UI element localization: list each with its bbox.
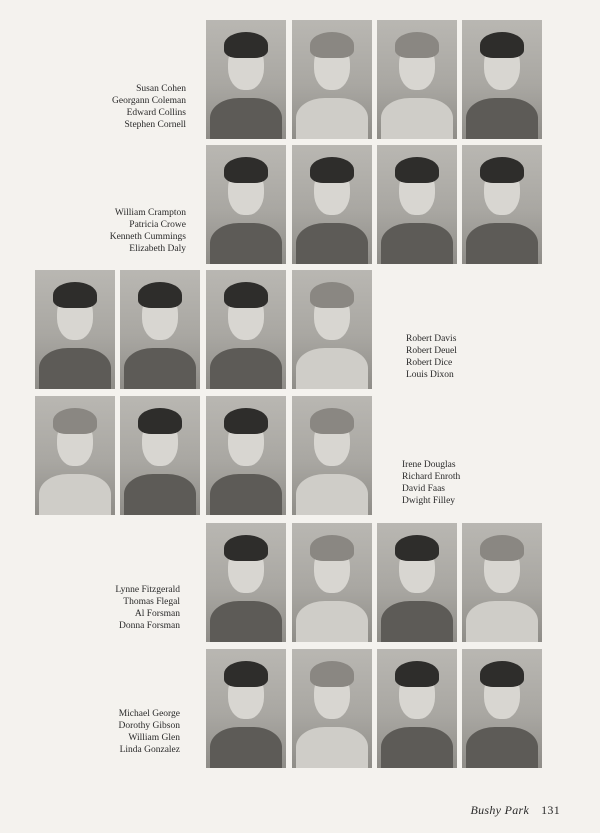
student-portrait [35, 396, 115, 515]
student-portrait [206, 270, 286, 389]
student-portrait [377, 649, 457, 768]
student-name: Michael George [118, 709, 180, 719]
student-name: Susan Cohen [136, 84, 186, 94]
name-list-row-3 [406, 333, 516, 381]
student-name: Lynne Fitzgerald [115, 585, 180, 595]
name-list-row-4 [402, 459, 512, 507]
name-list-row-5 [70, 584, 180, 632]
footer-place: Bushy Park [470, 803, 530, 817]
student-name: Louis Dixon [406, 370, 454, 380]
student-name: Georgann Coleman [112, 96, 186, 106]
student-name: Robert Deuel [406, 346, 457, 356]
student-portrait [206, 649, 286, 768]
student-name: Irene Douglas [402, 460, 456, 470]
student-name: Kenneth Cummings [109, 232, 186, 242]
student-portrait [206, 396, 286, 515]
student-portrait [292, 649, 372, 768]
student-name: Thomas Flegal [123, 597, 180, 607]
student-name: Richard Enroth [402, 472, 461, 482]
student-portrait [462, 145, 542, 264]
student-portrait [206, 523, 286, 642]
student-name: Dwight Filley [402, 496, 456, 506]
student-name: Dorothy Gibson [118, 721, 180, 731]
student-name: David Faas [402, 484, 446, 494]
student-portrait [292, 270, 372, 389]
page-number: 131 [541, 803, 560, 817]
student-name: Linda Gonzalez [119, 745, 180, 755]
student-name: Donna Forsman [119, 621, 180, 631]
student-portrait [206, 20, 286, 139]
student-portrait [35, 270, 115, 389]
student-portrait [377, 20, 457, 139]
student-portrait [206, 145, 286, 264]
student-name: Robert Davis [406, 334, 457, 344]
student-name: Elizabeth Daly [129, 244, 186, 254]
name-list-row-2 [76, 207, 186, 255]
student-portrait [377, 523, 457, 642]
student-portrait [120, 270, 200, 389]
student-portrait [292, 396, 372, 515]
student-name: Stephen Cornell [124, 120, 186, 130]
page-footer [470, 803, 560, 818]
student-name: Robert Dice [406, 358, 453, 368]
student-portrait [377, 145, 457, 264]
student-portrait [462, 523, 542, 642]
student-name: Patricia Crowe [129, 220, 186, 230]
student-name: Edward Collins [126, 108, 186, 118]
name-list-row-6 [70, 708, 180, 756]
student-name: William Glen [128, 733, 180, 743]
student-portrait [292, 523, 372, 642]
student-portrait [292, 20, 372, 139]
student-portrait [120, 396, 200, 515]
student-name: William Crampton [114, 208, 186, 218]
student-portrait [462, 20, 542, 139]
name-list-row-1 [76, 83, 186, 131]
student-portrait [462, 649, 542, 768]
student-portrait [292, 145, 372, 264]
student-name: Al Forsman [134, 609, 180, 619]
